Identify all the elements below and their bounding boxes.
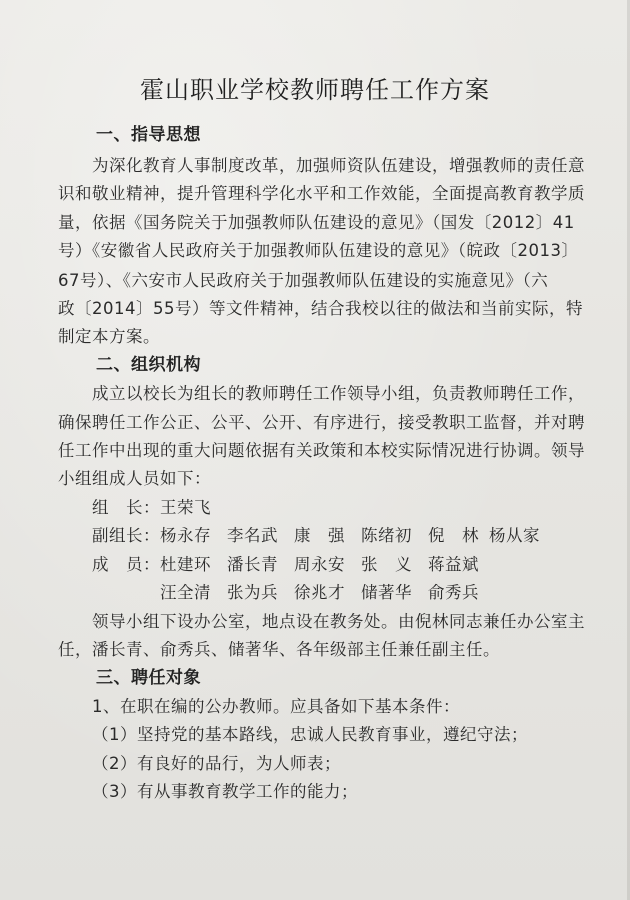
section-heading-appointment-targets: 三、聘任对象 xyxy=(96,668,201,688)
member-name: 徐兆才 xyxy=(294,583,345,602)
deputy-name: 康 强 xyxy=(294,526,345,545)
page-title: 霍山职业学校教师聘任工作方案 xyxy=(140,76,490,104)
deputy-name: 杨永存 xyxy=(160,526,211,545)
deputy-label: 副组长： xyxy=(92,526,160,545)
leader-label: 组 长： xyxy=(92,498,160,517)
paragraph-line: 1、在职在编的公办教师。应具备如下基本条件： xyxy=(92,697,460,716)
member-name: 汪全清 xyxy=(160,583,211,602)
member-name: 潘长青 xyxy=(227,555,278,574)
deputy-name: 李名武 xyxy=(227,526,278,545)
paragraph-line: 为深化教育人事制度改革，加强师资队伍建设，增强教师的责任意 xyxy=(92,156,585,175)
paragraph-line: 量，依据《国务院关于加强教师队伍建设的意见》（国发〔2012〕41 xyxy=(58,213,575,232)
member-label: 成 员： xyxy=(92,555,160,574)
condition-item: （2）有良好的品行，为人师表； xyxy=(92,754,341,773)
section-heading-organization: 二、组织机构 xyxy=(96,355,201,375)
member-name: 杜建环 xyxy=(160,555,211,574)
section-heading-guiding-thought: 一、指导思想 xyxy=(96,125,201,145)
deputy-name: 杨从家 xyxy=(489,526,540,545)
leader-name: 王荣飞 xyxy=(160,498,211,517)
paragraph-line: 识和敬业精神，提升管理科学化水平和工作效能，全面提高教育教学质 xyxy=(58,184,585,203)
deputy-row xyxy=(92,528,540,545)
paragraph-line: 号）《安徽省人民政府关于加强教师队伍建设的意见》（皖政〔2013〕 xyxy=(58,241,579,260)
paragraph-line: 小组组成人员如下： xyxy=(58,469,211,488)
paragraph-line: 领导小组下设办公室，地点设在教务处。由倪林同志兼任办公室主 xyxy=(92,612,585,631)
member-row xyxy=(92,557,479,574)
deputy-name: 倪 林 xyxy=(428,526,479,545)
condition-item: （1）坚持党的基本路线，忠诚人民教育事业，遵纪守法； xyxy=(92,725,528,744)
member-row-2 xyxy=(160,585,479,602)
paragraph-line: 政〔2014〕55号）等文件精神，结合我校以往的做法和当前实际，特 xyxy=(58,299,583,318)
paragraph-line: 确保聘任工作公正、公平、公开、有序进行，接受教职工监督，并对聘 xyxy=(58,413,585,432)
member-name: 张为兵 xyxy=(227,583,278,602)
paragraph-line: 67号）、《六安市人民政府关于加强教师队伍建设的实施意见》（六 xyxy=(58,271,549,290)
leader-row xyxy=(92,500,211,517)
paragraph-line: 任，潘长青、俞秀兵、储著华、各年级部主任兼任副主任。 xyxy=(58,640,500,659)
member-name: 周永安 xyxy=(294,555,345,574)
member-name: 俞秀兵 xyxy=(428,583,479,602)
member-name: 储著华 xyxy=(361,583,412,602)
paragraph-line: 任工作中出现的重大问题依据有关政策和本校实际情况进行协调。领导 xyxy=(58,441,585,460)
condition-item: （3）有从事教育教学工作的能力； xyxy=(92,782,358,801)
paragraph-line: 成立以校长为组长的教师聘任工作领导小组，负责教师聘任工作， xyxy=(92,384,585,403)
deputy-name: 陈绪初 xyxy=(361,526,412,545)
member-name: 张 义 xyxy=(361,555,412,574)
member-name: 蒋益斌 xyxy=(428,555,479,574)
paragraph-line: 制定本方案。 xyxy=(58,327,160,346)
